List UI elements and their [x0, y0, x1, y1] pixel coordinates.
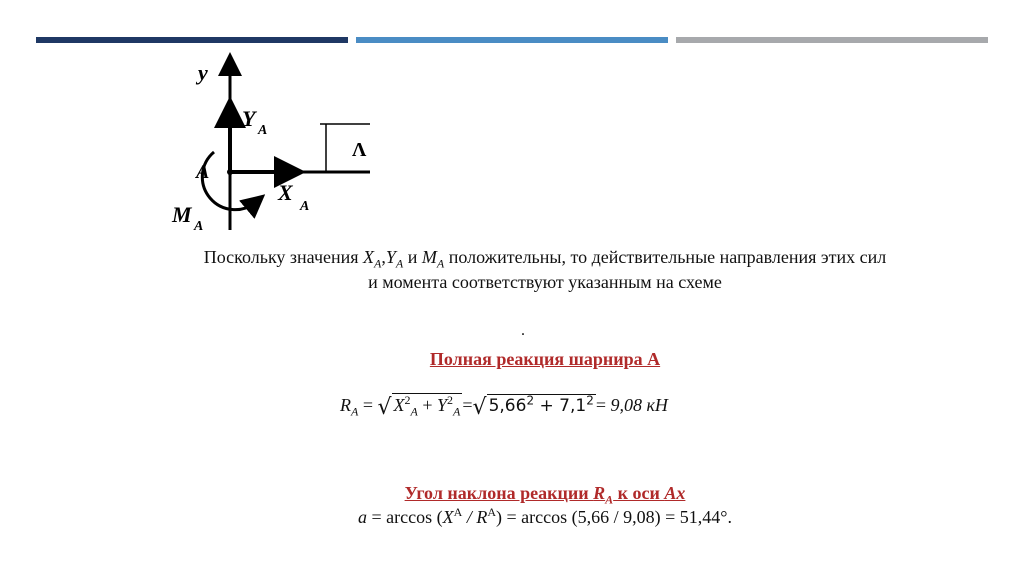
symbol-xa: X — [363, 247, 375, 267]
angle-symbol: a — [358, 507, 368, 527]
angle-r-sup: A — [487, 505, 497, 519]
formula-r: R — [340, 395, 351, 415]
dimension-label: Λ — [352, 139, 367, 161]
force-xa-label: X — [278, 180, 293, 205]
moment-label: M — [172, 202, 192, 227]
angle-slash: / — [462, 507, 477, 527]
explanation-text-end: положительны, то действительные направления этих сил — [444, 247, 887, 267]
radicand-y-power: 2 — [447, 393, 454, 407]
conjunction: и — [403, 247, 422, 267]
comma: , — [381, 247, 386, 267]
angle-x: X — [442, 507, 454, 527]
reaction-result: 9,08 кН — [610, 395, 668, 415]
separator-dot: . — [521, 322, 525, 339]
symbol-ma: M — [421, 247, 437, 267]
number-1-power: 2 — [526, 393, 535, 408]
number-2: 7,1 — [559, 396, 587, 416]
angle-heading-axis: Ax — [664, 483, 686, 503]
radicand-y-sub: A — [453, 404, 461, 419]
explanation-text-start: Поскольку значения — [203, 247, 364, 267]
explanation-line-2: и момента соответствуют указанным на схеме — [368, 272, 722, 292]
angle-formula — [100, 505, 990, 528]
angle-arccos-start: = arccos ( — [367, 507, 443, 527]
radicand-plus: + — [417, 395, 438, 415]
decorative-bar-navy — [36, 37, 348, 43]
radicand-x-power: 2 — [404, 393, 411, 407]
number-2-power: 2 — [586, 393, 594, 408]
symbol-xa-sub: A — [374, 256, 382, 271]
formula-equals-2: = — [462, 395, 473, 415]
radicand-y: Y — [437, 395, 448, 415]
formula-equals-3: = — [595, 395, 611, 415]
force-xa-subscript: A — [300, 199, 310, 214]
radicand-x-sub: A — [410, 404, 418, 419]
hinge-point — [227, 169, 233, 175]
radicand-2 — [487, 394, 596, 416]
sqrt-icon: √ — [377, 395, 392, 420]
point-a-label: A — [196, 161, 210, 183]
angle-r: R — [476, 507, 488, 527]
decorative-bar-gray — [676, 37, 988, 43]
sqrt-icon-2: √ — [472, 395, 487, 420]
radicand-1 — [392, 393, 463, 419]
force-ya-subscript: A — [258, 123, 268, 138]
full-reaction-heading: Полная реакция шарнира А — [429, 349, 661, 369]
y-axis-label: y — [198, 60, 208, 85]
angle-heading-axis-text: к оси — [613, 483, 665, 503]
support-reaction-diagram — [150, 52, 380, 232]
moment-subscript: A — [194, 219, 204, 232]
angle-heading-sub: A — [605, 492, 614, 507]
angle-result: ) = arccos (5,66 / 9,08) = 51,44°. — [496, 507, 732, 527]
angle-heading-r: R — [593, 483, 606, 503]
angle-heading — [100, 483, 990, 508]
formula-r-sub: A — [351, 404, 359, 419]
number-plus: + — [534, 396, 560, 416]
decorative-bar-blue — [356, 37, 668, 43]
angle-x-sup: A — [453, 505, 463, 519]
angle-heading-text: Угол наклона реакции — [404, 483, 594, 503]
radicand-x: X — [393, 395, 405, 415]
formula-equals: = — [358, 395, 378, 415]
number-1: 5,66 — [488, 396, 527, 416]
force-ya-label: Y — [242, 106, 256, 131]
symbol-ya-sub: A — [395, 256, 404, 271]
reaction-formula — [340, 392, 668, 420]
symbol-ma-sub: A — [436, 256, 445, 271]
symbol-ya: Y — [385, 247, 396, 267]
